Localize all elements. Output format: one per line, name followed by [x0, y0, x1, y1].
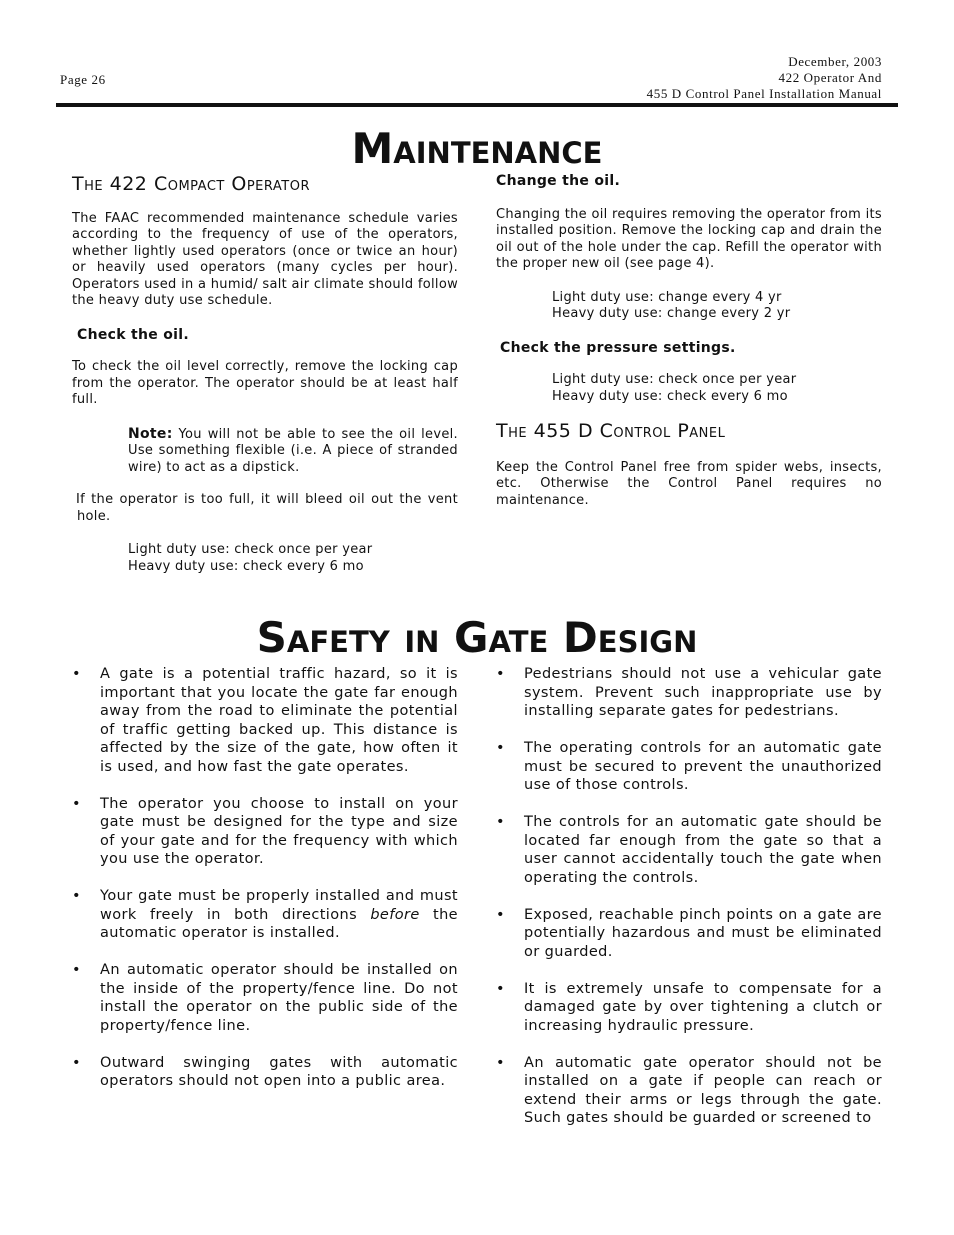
- bullet-icon: •: [496, 740, 505, 756]
- list-item-text: The operator you choose to install on your gate must be designed for the type and size of your gate and for the frequency with which you use the operator.: [100, 795, 458, 867]
- list-item-text-b: the automatic operator is installed.: [100, 906, 458, 941]
- note-text: You will not be able to see the oil level. Use something flexible (i.e. A piece of stranded wire) to act as a dipstick.: [128, 426, 458, 475]
- check-oil-text: To check the oil level correctly, remove the locking cap from the operator. The operator should be at least half full.: [72, 359, 458, 407]
- light-duty-pressure: Light duty use: check once per year: [552, 372, 797, 387]
- section-heading-422: The 422 Compact Operator: [72, 173, 310, 195]
- too-full-text: If the operator is too full, it will bleed oil out the vent hole.: [76, 492, 458, 524]
- section-heading-455: The 455 D Control Panel: [496, 420, 726, 442]
- bullet-icon: •: [72, 666, 81, 682]
- list-item: [496, 739, 882, 795]
- maintenance-right-column: [496, 173, 882, 509]
- list-item: [72, 1054, 458, 1091]
- note-paragraph: [128, 426, 458, 477]
- heavy-duty-check: Heavy duty use: check every 6 mo: [128, 558, 364, 574]
- bullet-icon: •: [72, 962, 81, 978]
- header-rule: [56, 103, 898, 107]
- maintenance-intro: The FAAC recommended maintenance schedule varies according to the frequency of use of the operators, whether lightly used operators (once or twice an hour) or heavily used operators (many cycles per hour). Operators used in a humid/ salt air climate should follow the heavy duty use schedule.: [72, 210, 458, 308]
- check-oil-heading: Check the oil.: [77, 326, 189, 343]
- bullet-icon: •: [496, 906, 505, 923]
- change-oil-heading: Change the oil.: [496, 173, 621, 189]
- list-item: [496, 813, 882, 887]
- bullet-icon: •: [72, 888, 81, 904]
- note-label: Note:: [128, 425, 173, 442]
- bullet-icon: •: [72, 1054, 81, 1071]
- bullet-icon: •: [496, 666, 505, 682]
- heavy-duty-change: Heavy duty use: change every 2 yr: [552, 306, 791, 321]
- light-duty-change: Light duty use: change every 4 yr: [552, 289, 782, 305]
- bullet-icon: •: [496, 980, 505, 997]
- list-item-text: Pedestrians should not use a vehicular gate system. Prevent such inappropriate use by installing separate gates for pedestrians.: [524, 666, 882, 719]
- maintenance-left-column: [72, 173, 458, 575]
- light-duty-check: Light duty use: check once per year: [128, 542, 373, 557]
- list-item-text: A gate is a potential traffic hazard, so it is important that you locate the gate far enough away from the road to eliminate the potential of traffic getting backed up. This distance is affected by the size of the gate, how often it is used, and how fast the gate operates.: [100, 666, 458, 775]
- list-item: [496, 906, 882, 962]
- safety-right-column: [496, 665, 882, 1146]
- heavy-duty-pressure: Heavy duty use: check every 6 mo: [552, 388, 788, 404]
- bullet-icon: •: [72, 795, 81, 812]
- list-item-text: The operating controls for an automatic gate must be secured to prevent the unauthorized use of those controls.: [524, 740, 882, 793]
- list-item-text: An automatic gate operator should not be installed on a gate if people can reach or extend their arms or legs through the gate. Such gates should be guarded or screened to: [524, 1054, 882, 1126]
- header-date: December, 2003: [788, 54, 882, 69]
- document-header: [647, 54, 882, 102]
- list-item: [72, 795, 458, 869]
- list-item: [72, 887, 458, 943]
- list-item-text: An automatic operator should be installed on the inside of the property/fence line. Do not install the operator on the public side of the property/fence line.: [100, 962, 458, 1034]
- list-item-emphasis: before: [370, 906, 420, 923]
- safety-list-left: [72, 665, 458, 1091]
- list-item: [496, 1054, 882, 1128]
- list-item: [496, 980, 882, 1036]
- list-item-text-a: Your gate must be properly installed and must work freely in both directions: [100, 888, 458, 923]
- list-item-text: The controls for an automatic gate should be located far enough from the gate so that a user cannot accidentally touch the gate when operating the controls.: [524, 814, 882, 886]
- control-panel-text: Keep the Control Panel free from spider webs, insects, etc. Otherwise the Control Panel requires no maintenance.: [496, 459, 882, 508]
- header-line-3: 455 D Control Panel Installation Manual: [646, 86, 882, 101]
- pressure-heading: Check the pressure settings.: [500, 339, 736, 356]
- list-item-text: Exposed, reachable pinch points on a gate are potentially hazardous and must be eliminated or guarded.: [524, 906, 882, 960]
- list-item: [496, 665, 882, 721]
- list-item-text: Outward swinging gates with automatic operators should not open into a public area.: [100, 1054, 458, 1089]
- list-item: [72, 665, 458, 776]
- safety-left-column: [72, 665, 458, 1109]
- bullet-icon: •: [496, 814, 505, 830]
- list-item-text: It is extremely unsafe to compensate for a damaged gate by over tightening a clutch or increasing hydraulic pressure.: [524, 980, 882, 1034]
- header-line-2: 422 Operator And: [778, 70, 882, 85]
- maintenance-title: Maintenance: [351, 124, 603, 173]
- list-item: [72, 961, 458, 1035]
- safety-list-right: [496, 665, 882, 1128]
- bullet-icon: •: [496, 1054, 505, 1071]
- safety-title: Safety in Gate Design: [256, 613, 698, 662]
- change-oil-text: Changing the oil requires removing the operator from its installed position. Remove the locking cap and drain the oil out of the hole under the cap. Refill the operator with the proper new oil (see page 4).: [496, 206, 882, 271]
- page-number: Page 26: [60, 72, 106, 87]
